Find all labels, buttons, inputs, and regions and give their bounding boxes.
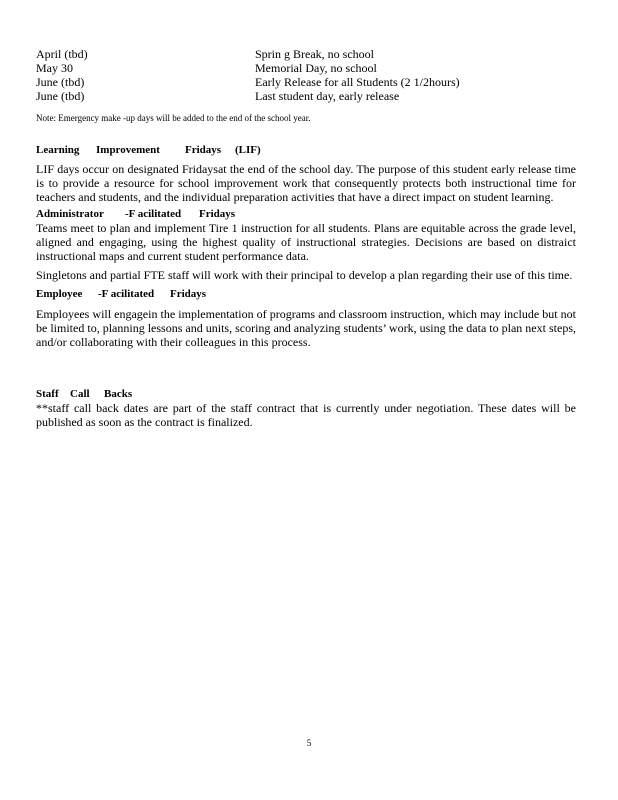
schedule-row <box>36 47 576 61</box>
heading-word: Learning <box>36 144 80 156</box>
heading-word: Employee <box>36 288 83 300</box>
schedule-event: Early Release for all Students (2 1/2hours) <box>255 75 460 89</box>
schedule-note: Note: Emergency make -up days will be added to the end of the school year. <box>36 113 311 123</box>
heading-word: Fridays <box>170 288 207 300</box>
admin-paragraph: Teams meet to plan and implement Tire 1 instruction for all students. Plans are equitable across the grade level, aligned and engaging, using the highest quality of instructional strategies. Decisions are based on distraict instructional maps and current student performance data. <box>36 221 576 263</box>
schedule-date: June (tbd) <box>36 75 85 89</box>
lif-paragraph: LIF days occur on designated Fridaysat the end of the school day. The purpose of this student early release time is to provide a resource for school improvement work that consequently protects both instructional time for teachers and students, and the individual preparation activities that have a direct impact on student learning. <box>36 162 576 204</box>
employee-paragraph: Employees will engagein the implementation of programs and classroom instruction, which may include but not be limited to, planning lessons and units, scoring and analyzing students’ work, using the data to plan next steps, and/or collaborating with their colleagues in this process. <box>36 307 576 349</box>
heading-word: -F acilitated <box>98 288 155 300</box>
staff-heading <box>36 387 576 401</box>
schedule-event: Memorial Day, no school <box>255 61 377 75</box>
staff-paragraph: **staff call back dates are part of the staff contract that is currently under negotiation. These dates will be published as soon as the contract is finalized. <box>36 401 576 429</box>
schedule-date: April (tbd) <box>36 47 88 61</box>
heading-word: -F acilitated <box>125 208 182 220</box>
heading-word: Staff <box>36 388 59 400</box>
schedule-row <box>36 61 576 75</box>
lif-heading <box>36 143 576 157</box>
heading-word: Improvement <box>96 144 160 156</box>
singletons-paragraph: Singletons and partial FTE staff will work with their principal to develop a plan regarding their use of this time. <box>36 268 573 282</box>
admin-heading <box>36 207 576 221</box>
heading-word: Administrator <box>36 208 104 220</box>
heading-word: (LIF) <box>235 144 261 156</box>
schedule-date: June (tbd) <box>36 89 85 103</box>
schedule-date: May 30 <box>36 61 73 75</box>
heading-word: Fridays <box>199 208 236 220</box>
schedule-row <box>36 89 576 103</box>
schedule-event: Sprin g Break, no school <box>255 47 374 61</box>
schedule-row <box>36 75 576 89</box>
schedule-list <box>36 47 576 103</box>
heading-word: Fridays <box>185 144 222 156</box>
schedule-event: Last student day, early release <box>255 89 400 103</box>
page-number: 5 <box>306 738 312 748</box>
heading-word: Call <box>70 388 90 400</box>
document-page <box>36 47 576 429</box>
heading-word: Backs <box>104 388 133 400</box>
employee-heading <box>36 287 576 301</box>
